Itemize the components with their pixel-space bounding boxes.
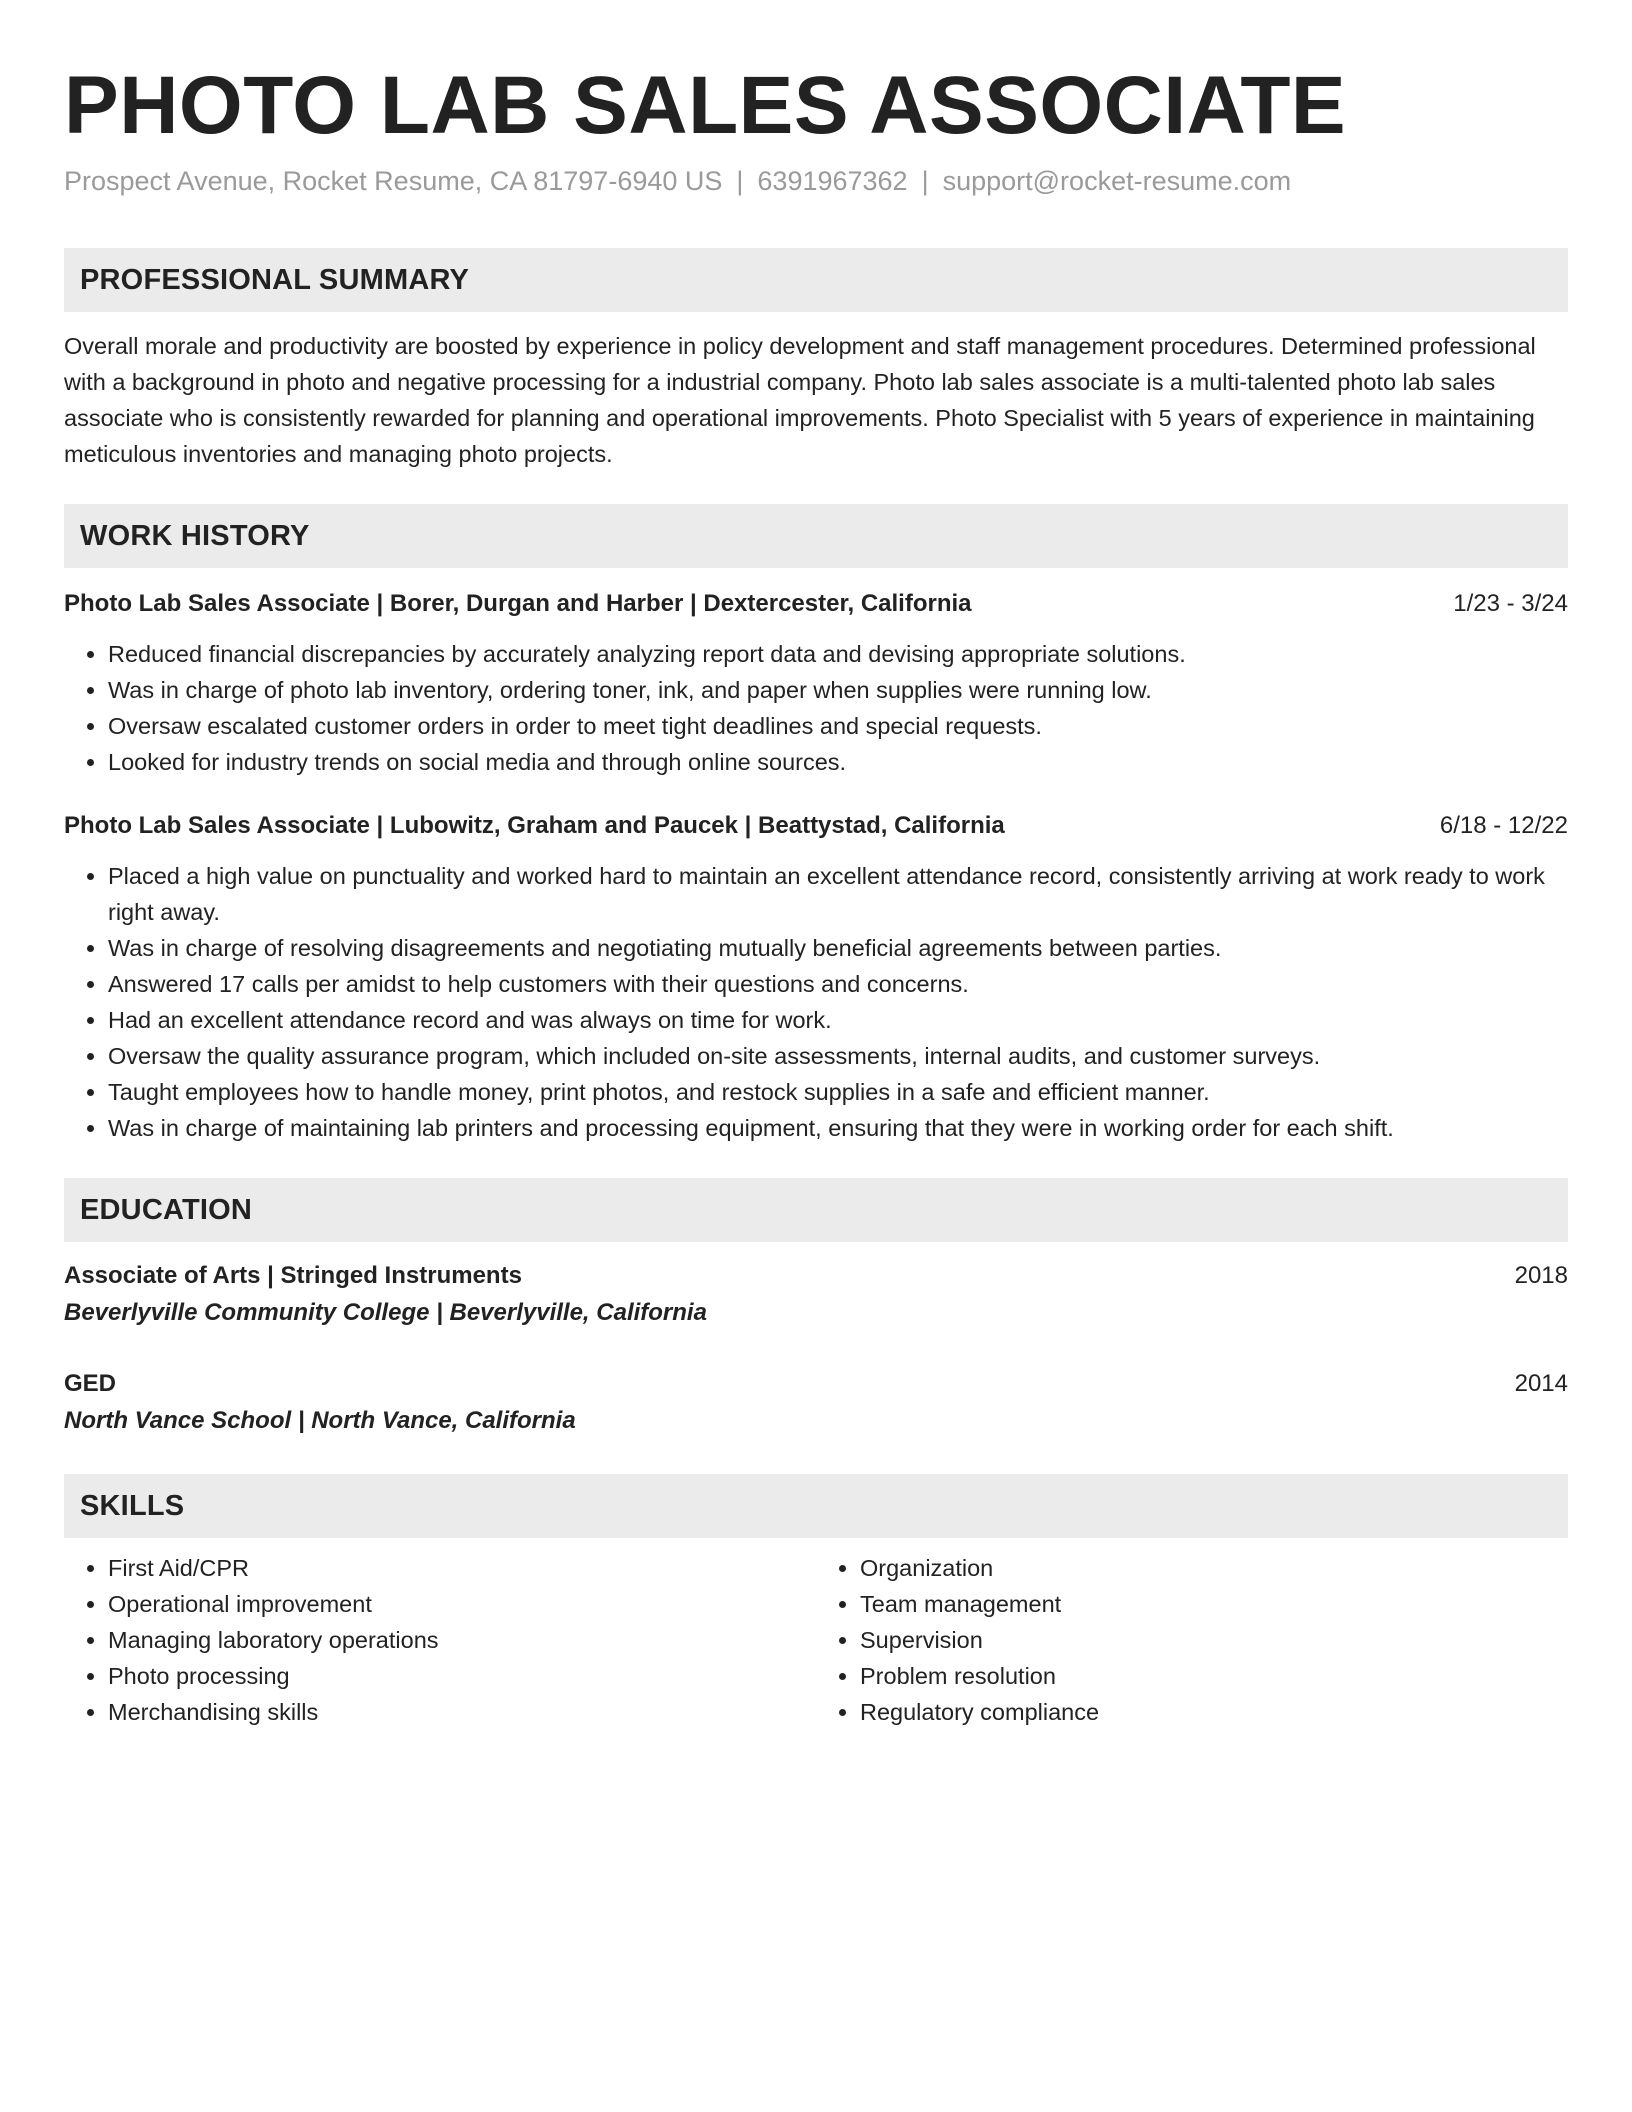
job-header <box>64 586 1568 622</box>
job-bullet: • Had an excellent attendance record and was always on time for work. <box>108 1002 1568 1038</box>
job-bullet: • Reduced financial discrepancies by accurately analyzing report data and devising appropriate solutions. <box>108 636 1568 672</box>
section-title: SKILLS <box>80 1489 185 1522</box>
education-school: Beverlyville Community College | Beverlyville, California <box>64 1299 707 1326</box>
education-entry <box>64 1258 1568 1332</box>
job-title: Photo Lab Sales Associate | Borer, Durgan and Harber | Dextercester, California <box>64 590 972 617</box>
job-bullet: • Looked for industry trends on social media and through online sources. <box>108 744 1568 780</box>
job-bullet: • Was in charge of resolving disagreements and negotiating mutually beneficial agreements between parties. <box>108 930 1568 966</box>
skill-item: • Problem resolution <box>860 1658 1568 1694</box>
skills-column-right <box>816 1550 1568 1730</box>
skills-column-left <box>64 1550 816 1730</box>
job-bullet: • Oversaw escalated customer orders in order to meet tight deadlines and special requests. <box>108 708 1568 744</box>
contact-address: Prospect Avenue, Rocket Resume, CA 81797-6940 US <box>64 166 723 196</box>
section-title: PROFESSIONAL SUMMARY <box>80 263 470 296</box>
contact-line <box>64 164 1568 198</box>
skill-item: • Regulatory compliance <box>860 1694 1568 1730</box>
education-entry <box>64 1366 1568 1440</box>
education-degree: GED <box>64 1370 117 1397</box>
education-degree: Associate of Arts | Stringed Instruments <box>64 1262 522 1289</box>
section-title: EDUCATION <box>80 1193 253 1226</box>
section-header-summary <box>64 248 1568 312</box>
job-bullets <box>64 858 1568 1146</box>
education-school: North Vance School | North Vance, California <box>64 1407 576 1434</box>
skill-item: • Photo processing <box>108 1658 816 1694</box>
resume-name: PHOTO LAB SALES ASSOCIATE <box>64 60 1347 151</box>
job-bullet: • Placed a high value on punctuality and worked hard to maintain an excellent attendance record, consistently arriving at work ready to work right away. <box>108 858 1568 930</box>
job-dates: 6/18 - 12/22 <box>1439 812 1568 839</box>
contact-separator: | <box>921 166 929 196</box>
job-entry <box>64 808 1568 1146</box>
job-entry <box>64 586 1568 780</box>
job-header <box>64 808 1568 844</box>
section-header-education <box>64 1178 1568 1242</box>
skill-item: • Organization <box>860 1550 1568 1586</box>
skill-item: • Supervision <box>860 1622 1568 1658</box>
job-bullets <box>64 636 1568 780</box>
section-title: WORK HISTORY <box>80 519 310 552</box>
summary-text: Overall morale and productivity are boosted by experience in policy development and staff management procedures. Determined professional with a background in photo and negative processing for a industrial company. Photo lab sales associate is a multi-talented photo lab sales associate who is consistently rewarded for planning and operational improvements. Photo Specialist with 5 years of experience in maintaining meticulous inventories and managing photo projects. <box>64 333 1536 467</box>
job-bullet: • Taught employees how to handle money, print photos, and restock supplies in a safe and efficient manner. <box>108 1074 1568 1110</box>
contact-email: support@rocket-resume.com <box>942 166 1292 196</box>
job-bullet: • Was in charge of maintaining lab printers and processing equipment, ensuring that they were in working order for each shift. <box>108 1110 1568 1146</box>
skill-item: • Managing laboratory operations <box>108 1622 816 1658</box>
skill-item: • First Aid/CPR <box>108 1550 816 1586</box>
job-dates: 1/23 - 3/24 <box>1453 590 1568 617</box>
contact-separator: | <box>736 166 744 196</box>
skill-item: • Merchandising skills <box>108 1694 816 1730</box>
contact-phone: 6391967362 <box>757 166 908 196</box>
skill-item: • Team management <box>860 1586 1568 1622</box>
job-bullet: • Oversaw the quality assurance program, which included on-site assessments, internal audits, and customer surveys. <box>108 1038 1568 1074</box>
skills-list <box>64 1550 1568 1730</box>
education-year: 2014 <box>1514 1370 1568 1397</box>
job-bullet: • Answered 17 calls per amidst to help customers with their questions and concerns. <box>108 966 1568 1002</box>
skill-item: • Operational improvement <box>108 1586 816 1622</box>
section-header-work <box>64 504 1568 568</box>
job-bullet: • Was in charge of photo lab inventory, ordering toner, ink, and paper when supplies were running low. <box>108 672 1568 708</box>
section-header-skills <box>64 1474 1568 1538</box>
job-title: Photo Lab Sales Associate | Lubowitz, Graham and Paucek | Beattystad, California <box>64 812 1005 839</box>
education-header <box>64 1366 1568 1402</box>
education-header <box>64 1258 1568 1294</box>
education-year: 2018 <box>1514 1262 1568 1289</box>
